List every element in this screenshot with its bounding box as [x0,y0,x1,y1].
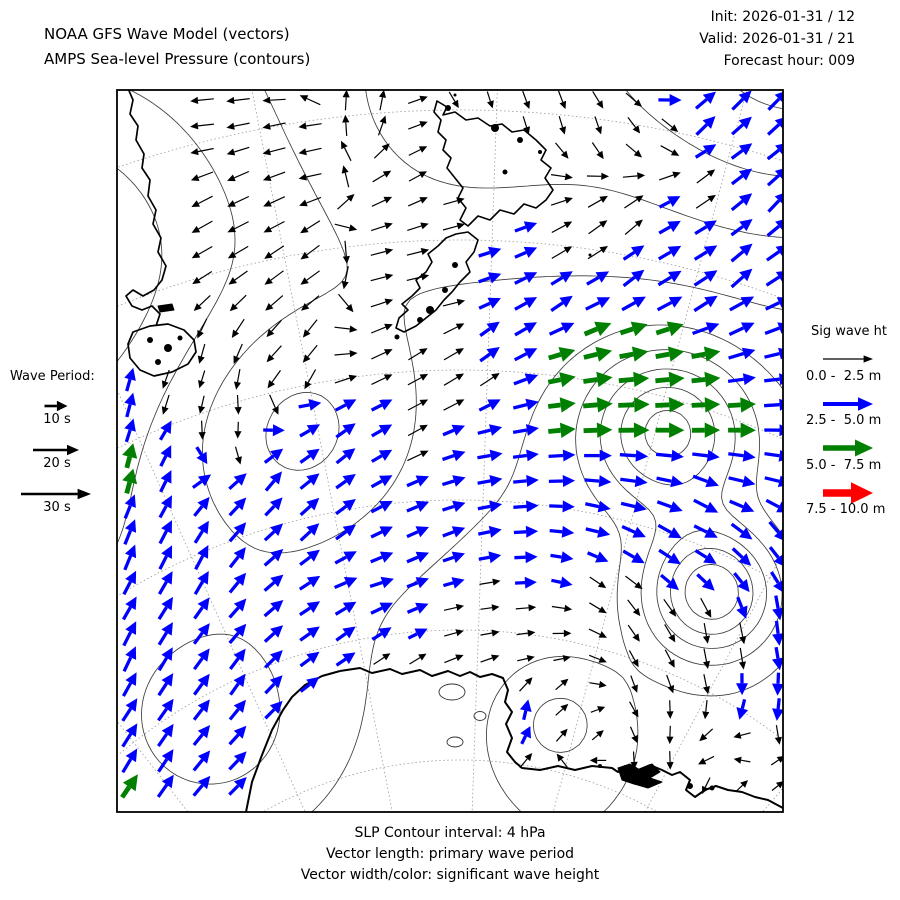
caption-vector-color: Vector width/color: significant wave height [300,867,600,883]
wave-period-legend-title: Wave Period: [10,369,95,384]
sig-wave-legend-title: Sig wave ht [811,324,888,339]
wave-period-label-10s: 10 s [43,412,71,427]
figure-titles [44,22,310,72]
forecast-hour: Forecast hour: 009 [723,53,855,69]
init-time: Init: 2026-01-31 / 12 [710,9,855,25]
valid-time: Valid: 2026-01-31 / 21 [699,31,855,47]
title-pressure: AMPS Sea-level Pressure (contours) [44,50,311,68]
caption-vector-length: Vector length: primary wave period [325,846,575,862]
wave-period-label-20s: 20 s [43,456,71,471]
figure-captions [117,823,783,886]
caption-contour-interval: SLP Contour interval: 4 hPa [354,825,546,841]
title-model: NOAA GFS Wave Model (vectors) [44,25,290,43]
sig-wave-label-2: 5.0 - 7.5 m [806,458,882,473]
wave-period-label-30s: 30 s [43,500,71,515]
sig-wave-label-0: 0.0 - 2.5 m [806,369,882,384]
sig-wave-label-1: 2.5 - 5.0 m [806,413,882,428]
run-info [699,6,855,72]
sig-wave-label-3: 7.5 - 10.0 m [806,502,886,517]
